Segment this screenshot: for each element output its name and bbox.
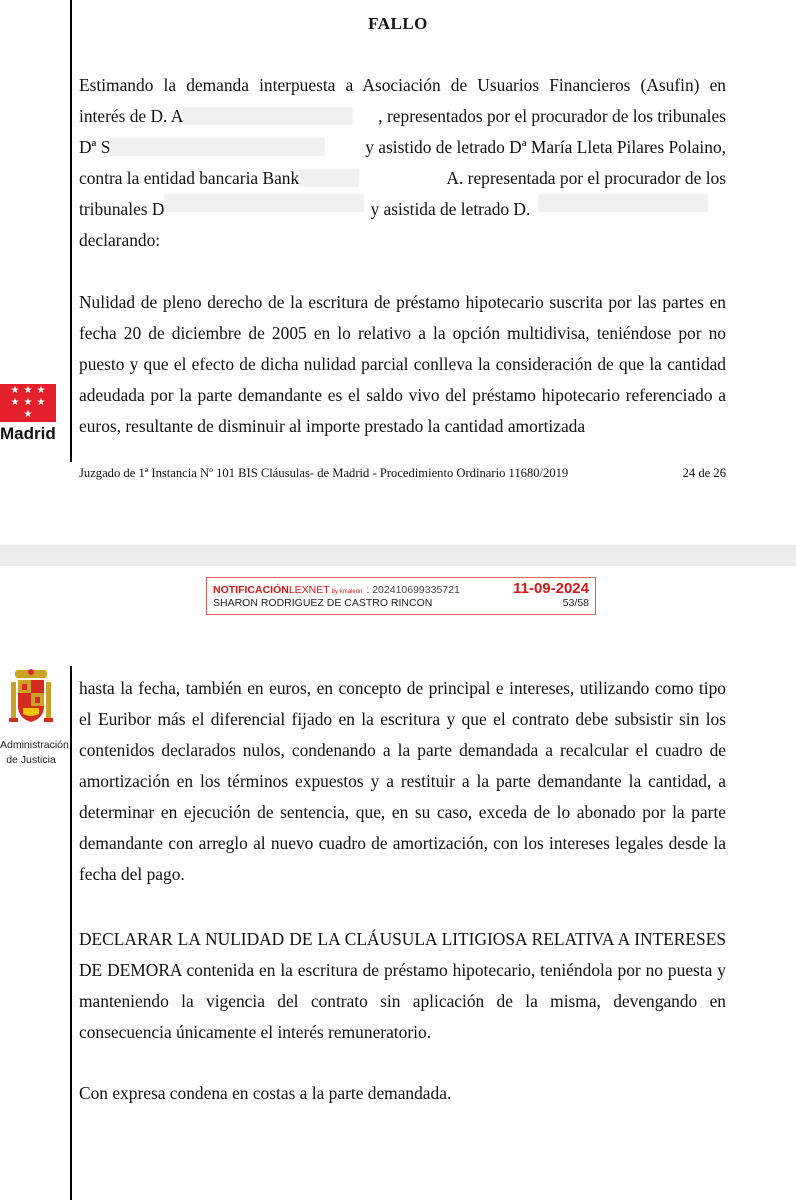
costs-paragraph: Con expresa condena en costas a la parte demandada. — [79, 1083, 452, 1103]
coat-of-arms-icon — [9, 668, 53, 732]
stamp-notificacion: NOTIFICACIÓN — [213, 584, 289, 596]
margin-rule — [70, 0, 72, 462]
stamp-date: 11-09-2024 — [513, 580, 589, 597]
text-line: tribunales D y asistida de letrado D. — [79, 194, 726, 225]
redacted-name — [538, 194, 708, 212]
section-heading: FALLO — [368, 14, 428, 33]
text-line: Estimando la demanda interpuesta a Asociación de Usuarios Financieros (Asufin) en — [79, 75, 726, 95]
document-page-24 — [0, 0, 796, 545]
footer-page-number: 24 de 26 — [682, 466, 726, 480]
stamp-pages: 53/58 — [562, 597, 589, 609]
redacted-name — [299, 169, 359, 187]
administracion-justicia-logo — [0, 668, 69, 767]
stamp-lexnet: LEXNET — [288, 584, 330, 596]
ruling-intro-paragraph — [79, 70, 726, 256]
comunidad-madrid-logo: ★ ★ ★ ★ ★ ★ ★ Madrid — [0, 385, 56, 443]
stamp-by: by kmaleon — [331, 589, 363, 595]
default-interest-paragraph: DECLARAR LA NULIDAD DE LA CLÁUSULA LITIGIOSA RELATIVA A INTERESES DE DEMORA contenida en la escritura de préstamo hipotecario, teniéndola por no puesta y manteniendo la vigencia del contrato sin aplicación de la misma, devengando en consecuencia únicamente el interés remuneratorio. — [79, 929, 726, 1042]
page-footer — [79, 466, 726, 481]
redacted-name — [110, 138, 325, 156]
logo-text-line-2: de Justicia — [6, 754, 56, 766]
text-line: Dª S y asistido de letrado Dª María Lleta Pilares Polaino, — [79, 137, 726, 157]
madrid-flag-icon: ★ ★ ★ ★ ★ ★ ★ — [0, 384, 56, 422]
nullity-paragraph: Nulidad de pleno derecho de la escritura de préstamo hipotecario suscrita por las partes en fecha 20 de diciembre de 2005 en lo relativo a la opción multidivisa, teniéndose por no puesto y que el efecto de dicha nulidad parcial conlleva la consideración de que la cantidad adeudada por la parte demandante es el saldo vivo del préstamo hipotecario referenciado a euros, resultante de disminuir al importe prestado la cantidad amortizada — [79, 292, 726, 436]
text-line: interés de D. A , representados por el procurador de los tribunales — [79, 106, 726, 126]
footer-court-reference: Juzgado de 1ª Instancia Nº 101 BIS Cláusulas- de Madrid - Procedimiento Ordinario 11680/2019 — [79, 466, 569, 480]
stamp-recipient: SHARON RODRIGUEZ DE CASTRO RINCON — [213, 597, 433, 609]
text-line: contra la entidad bancaria Bank A. representada por el procurador de los — [79, 168, 726, 188]
restitution-paragraph: hasta la fecha, también en euros, en concepto de principal e intereses, utilizando como tipo el Euribor más el diferencial fijado en la escritura y que el contrato debe subsistir sin los contenidos declarados nulos, condenando a la parte demandada a recalcular el cuadro de amortización en los términos expuestos y a restituir a la parte demandante la cantidad, a determinar en ejecución de sentencia, que, en su caso, exceda de lo abonado por la parte demandante con arreglo al nuevo cuadro de amortización, con los intereses legales desde la fecha del pago. — [79, 678, 726, 884]
logo-text-line-1: Administración — [0, 739, 69, 751]
lexnet-notification-stamp — [206, 577, 596, 615]
text-line: declarando: — [79, 230, 161, 250]
stamp-code: : 202410699335721 — [366, 584, 460, 596]
redacted-name — [183, 107, 353, 125]
margin-rule — [70, 666, 72, 1200]
redacted-name — [164, 194, 364, 212]
page-separator — [0, 545, 796, 566]
